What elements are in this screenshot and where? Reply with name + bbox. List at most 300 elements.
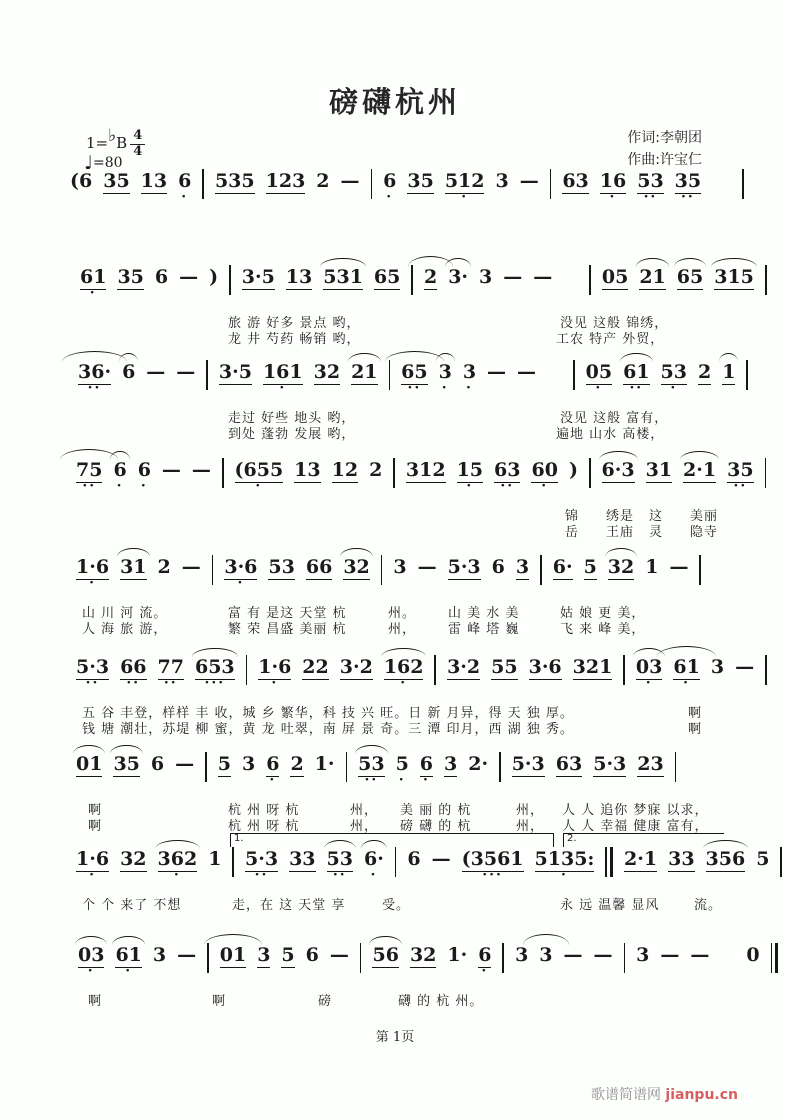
note-token: 65: [373, 266, 401, 288]
music-line: [0, 656, 790, 737]
octave-dot: ·: [595, 380, 603, 396]
lyric-segment: 州，: [350, 803, 379, 818]
lyric-segment: 永 远 温馨 显风: [560, 898, 660, 913]
note-token: 6·: [552, 556, 573, 578]
note-token: 05 ·: [585, 361, 613, 396]
lyric-segment: 雷 峰 塔 巍: [448, 622, 520, 637]
lyric-segment: 啊: [212, 994, 227, 1009]
note-token: 01: [76, 755, 102, 777]
note-token: 3: [495, 170, 509, 192]
octave-dot: ·: [269, 772, 277, 788]
octave-dot: ·: [271, 675, 279, 691]
octave-dot: ·: [386, 189, 394, 205]
note-token: 32: [120, 848, 147, 870]
music-line: [0, 556, 790, 637]
note-token: —: [175, 753, 195, 775]
note-token: 1·6 ·: [258, 656, 292, 691]
octave-dot: ·: [87, 963, 95, 979]
slur-arc: [320, 258, 366, 267]
note-token: 312: [405, 459, 446, 481]
barline: [765, 458, 767, 488]
lyric-segment: 人 人 追你 梦寐 以求，: [562, 803, 709, 818]
lyric-segment: 隐寺: [690, 525, 719, 540]
note-token: 53 ··: [327, 850, 353, 872]
octave-dot: ·: [173, 867, 181, 883]
note-token: 15 ·: [456, 459, 484, 494]
octave-dot: ·: [670, 380, 678, 396]
slur-arc: [110, 745, 142, 754]
octave-dot: ·: [441, 380, 449, 396]
note-token: 362 ·: [158, 850, 198, 872]
note-token: 5·3: [511, 753, 545, 775]
note-token: 6: [305, 944, 319, 966]
note-token: 3·2: [339, 656, 373, 678]
barline: [589, 265, 591, 295]
note-token: —: [735, 656, 755, 678]
note-token: 2: [316, 170, 330, 192]
lyric-segment: 龙 井 芍药 畅销 哟，: [228, 332, 361, 347]
note-token: 77 ··: [157, 656, 184, 691]
note-token: 5: [281, 944, 295, 966]
note-token: 6: [407, 848, 421, 870]
note-token: 12: [331, 459, 359, 481]
note-token: 53: [268, 556, 295, 578]
note-token: 32: [409, 944, 437, 966]
note-token: 2·: [468, 753, 489, 775]
lyric-segment: 州，: [516, 803, 545, 818]
slur-arc: [355, 745, 387, 754]
lyric-segment: 个 个 来了 不想: [82, 898, 182, 913]
lyric-segment: 五 谷 丰登，样样 丰 收，城 乡 繁华，科 技 兴 旺。日 新 月异，得 天 独 厚。: [82, 706, 574, 721]
barline: [202, 169, 204, 199]
octave-dot: ·: [89, 575, 96, 591]
note-token: 2: [698, 361, 712, 383]
barline: [573, 360, 575, 390]
note-token: —: [669, 556, 689, 578]
note-token: 531: [323, 268, 363, 290]
slur-arc: [703, 840, 749, 849]
note-token: —: [177, 944, 197, 966]
note-token: 6 ·: [383, 170, 397, 205]
octave-dot: ··: [82, 478, 97, 494]
note-token: 22: [302, 656, 329, 678]
volta-label: 1.: [234, 833, 244, 844]
lyric-segment: 人 海 旅 游，: [82, 622, 168, 637]
meter-numerator: 4: [130, 129, 145, 145]
volta-label: 2.: [567, 833, 577, 844]
octave-dot: ·: [609, 189, 617, 205]
note-token: 13: [285, 266, 313, 288]
barline: [746, 360, 748, 390]
notation-row: [0, 459, 790, 494]
lyric-segment: 杭 州 呀 杭: [228, 803, 300, 818]
octave-dot: ··: [87, 380, 102, 396]
note-token: 6 ·: [478, 944, 492, 979]
note-token: 1·: [314, 753, 335, 775]
octave-dot: ···: [482, 867, 503, 883]
note-token: —: [517, 361, 537, 383]
note-token: —: [340, 170, 360, 192]
lyric-segment: 灵: [649, 525, 664, 540]
barline: [389, 360, 391, 390]
note-token: 3: [257, 944, 271, 966]
lyric-segment: 飞 来 峰 美，: [560, 622, 646, 637]
lyric-segment: 人 人 幸福 健康 富有，: [562, 819, 709, 834]
lyric-segment: 州，: [516, 819, 545, 834]
octave-dot: ·: [279, 380, 287, 396]
note-token: 3: [515, 944, 529, 966]
slur-arc: [381, 648, 427, 657]
lyric-segment: 山 美 水 美: [448, 606, 520, 621]
slur-arc: [340, 548, 372, 557]
lyric-segment: 没见 这般 锦绣，: [560, 316, 669, 331]
note-token: —: [533, 266, 553, 288]
note-token: —: [161, 459, 181, 481]
note-token: 53 ··: [637, 170, 664, 205]
slur-arc: [680, 451, 719, 460]
notation-row: [0, 361, 790, 396]
slur-arc: [674, 258, 706, 267]
page-title: 磅礴杭州: [328, 85, 461, 119]
note-token: 6 ·: [137, 459, 151, 494]
notation-row: [0, 944, 790, 979]
page-number: 第 1页: [375, 1030, 415, 1045]
barline: [232, 847, 234, 877]
lyric-segment: 繁 荣 昌盛 美丽 杭: [228, 622, 347, 637]
note-token: 33: [289, 848, 316, 870]
note-token: 6 ·: [419, 753, 434, 788]
lyric-segment: 礴 的 杭 州。: [398, 994, 484, 1009]
barline: [765, 265, 767, 295]
note-token: 6 ·: [178, 170, 192, 205]
note-token: 3·5: [241, 266, 275, 288]
volta-bracket-2: [563, 833, 724, 847]
note-token: 61 ··: [623, 363, 649, 385]
note-token: 6: [491, 556, 505, 578]
lyric-segment: 美丽: [690, 509, 719, 524]
note-token: 65 ··: [401, 363, 427, 385]
note-token: 5: [583, 556, 597, 578]
note-token: 356: [706, 850, 746, 872]
slur-arc: [192, 648, 238, 657]
slur-arc: [62, 351, 127, 362]
note-token: —: [503, 266, 523, 288]
barline: [393, 458, 395, 488]
note-token: 35: [103, 170, 130, 192]
barline: [205, 752, 207, 782]
note-token: 61 ·: [673, 658, 699, 680]
note-token: 35: [113, 755, 139, 777]
barline: [499, 752, 501, 782]
barline: [434, 655, 436, 685]
octave-dot: ·: [89, 285, 97, 301]
lyric-segment: 杭 州 呀 杭: [228, 819, 300, 834]
barline: [699, 555, 701, 585]
note-token: 1·: [447, 944, 468, 966]
note-token: 3: [444, 753, 458, 775]
note-token: 1: [722, 363, 735, 385]
note-token: 5: [756, 848, 770, 870]
note-token: 61 ·: [115, 946, 141, 968]
watermark-site-name: 歌谱简谱网: [590, 1087, 666, 1103]
note-token: 1·6 ·: [76, 848, 110, 883]
note-token: 3: [479, 266, 493, 288]
note-token: —: [660, 944, 680, 966]
note-token: 01: [220, 946, 246, 968]
note-token: 3·6: [528, 656, 562, 678]
quarter-note-icon: ♩: [84, 152, 93, 174]
note-token: 5: [217, 753, 231, 775]
note-token: 03 ·: [636, 658, 662, 680]
barline: [780, 847, 782, 877]
note-token: 3·: [448, 268, 468, 289]
note-token: 2: [369, 459, 383, 481]
music-line: [0, 833, 790, 913]
lyric-segment: 锦: [565, 509, 580, 524]
note-token: —: [417, 556, 437, 578]
note-token: 2: [157, 556, 171, 578]
lyric-segment: 州，: [350, 819, 379, 834]
note-token: 53 ··: [358, 755, 384, 777]
slur-arc: [73, 745, 105, 754]
barline: [381, 555, 383, 585]
lyric-segment: 岳: [565, 525, 580, 540]
note-token: 1: [645, 556, 659, 578]
note-token: 05: [601, 266, 629, 288]
note-token: 6 ·: [113, 461, 126, 482]
note-token: —: [181, 556, 201, 578]
octave-dot: ·: [370, 867, 378, 883]
note-token: —: [487, 361, 507, 383]
note-token: 35: [117, 266, 144, 288]
barline: [207, 943, 209, 973]
note-token: 321: [572, 656, 613, 678]
slur-arc: [711, 258, 757, 267]
time-signature: [130, 129, 145, 160]
slur-arc: [204, 934, 262, 945]
note-token: (3561 ···: [461, 848, 524, 883]
octave-dot: ··: [126, 675, 141, 691]
note-token: 32: [608, 558, 634, 580]
note-token: 3: [152, 944, 167, 966]
octave-dot: ·: [125, 963, 133, 979]
note-token: 2: [290, 753, 304, 775]
volta-bracket-1: [230, 833, 554, 847]
note-token: 13: [294, 459, 321, 481]
note-token: 21: [639, 268, 665, 290]
octave-dot: ··: [407, 380, 422, 396]
note-token: —: [519, 170, 539, 192]
octave-dot: ···: [204, 675, 226, 691]
lyric-segment: 富 有 是这 天堂 杭: [228, 606, 347, 621]
note-token: 3 ·: [439, 363, 452, 384]
note-token: 36· ··: [78, 363, 111, 385]
slur-arc: [155, 840, 201, 849]
octave-dot: ·: [116, 478, 124, 494]
music-line: [0, 753, 790, 834]
slur-arc: [445, 258, 471, 267]
note-token: 21: [351, 363, 377, 385]
lyric-segment: 磅 礴 的 杭: [400, 819, 472, 834]
note-token: 5·3: [447, 556, 481, 578]
octave-dot: ··: [364, 772, 379, 788]
lyric-segment: 工农 特产 外贸，: [556, 332, 665, 347]
note-token: 63: [555, 753, 583, 775]
barline: [360, 943, 362, 973]
note-token: 3·6 ·: [224, 556, 258, 591]
meter-denominator: 4: [133, 143, 143, 159]
lyric-segment: 旅 游 好多 景点 哟，: [228, 316, 361, 331]
music-line: [0, 361, 790, 442]
octave-dot: ·: [255, 478, 263, 494]
slur-arc: [599, 451, 638, 460]
note-token: 3 ·: [462, 361, 477, 396]
barline: [502, 943, 504, 973]
barline: [675, 752, 677, 782]
octave-dot: ·: [561, 867, 568, 883]
tonality-letter: B: [116, 134, 128, 152]
slur-arc: [385, 351, 443, 362]
octave-dot: ··: [332, 867, 347, 883]
note-token: (6: [70, 170, 93, 192]
note-token: 61 ·: [80, 266, 107, 301]
note-token: 1: [208, 848, 222, 870]
lyric-segment: 钱 塘 潮壮，苏堤 柳 蜜，黄 龙 吐翠，南 屏 景 奇。三 潭 印月，西 湖 独 秀。: [82, 722, 574, 737]
notation-row: [0, 656, 790, 691]
slur-arc: [348, 353, 380, 362]
notation-row: [0, 170, 790, 205]
note-token: 63: [562, 170, 589, 192]
slur-arc: [523, 934, 568, 945]
music-line: [0, 170, 790, 205]
note-token: 32: [313, 361, 341, 383]
note-token: 315: [714, 268, 754, 290]
lyric-segment: 流。: [694, 898, 723, 913]
octave-dot: ·: [237, 575, 245, 591]
note-token: 6: [154, 266, 169, 288]
lyric-segment: 绣是: [606, 509, 635, 524]
note-token: —: [690, 944, 710, 966]
note-token: 35 ··: [674, 170, 702, 205]
lyric-segment: 走，在 这 天堂 享: [232, 898, 346, 913]
slur-arc: [119, 353, 138, 362]
note-token: 5·3 ··: [76, 656, 110, 691]
octave-dot: ·: [645, 675, 653, 691]
lyric-segment: 王庙: [606, 525, 635, 540]
note-token: —: [431, 848, 451, 870]
note-token: —: [593, 944, 613, 966]
slur-arc: [369, 936, 401, 945]
note-token: —: [329, 944, 349, 966]
note-token: 123: [265, 170, 306, 192]
lyric-segment: 啊: [88, 803, 103, 818]
octave-dot: ··: [254, 867, 269, 883]
lyric-segment: 这: [649, 509, 664, 524]
notation-row: [0, 848, 790, 883]
tonality-prefix: 1=: [86, 134, 109, 152]
note-token: 162 ·: [384, 658, 424, 680]
lyric-segment: 州。: [388, 606, 417, 621]
note-token: 535: [214, 170, 255, 192]
note-token: —: [191, 459, 211, 481]
note-token: 3: [241, 753, 256, 775]
slur-arc: [75, 936, 107, 945]
barline: [206, 360, 208, 390]
octave-dot: ··: [681, 189, 695, 205]
lyric-segment: 美 丽 的 杭: [400, 803, 472, 818]
barline: [742, 169, 744, 199]
note-token: 5·3 ··: [245, 848, 279, 883]
slur-arc: [636, 258, 668, 267]
slur-arc: [620, 353, 652, 362]
note-token: 31: [120, 558, 146, 580]
octave-dot: ·: [400, 675, 408, 691]
slur-arc: [110, 451, 129, 460]
note-token: 3: [539, 946, 552, 967]
octave-dot: ·: [398, 772, 406, 788]
composer-credit: 作曲:许宝仁: [627, 151, 702, 168]
tempo-value: =80: [92, 155, 123, 171]
octave-dot: ·: [541, 478, 549, 494]
note-token: 60 ·: [531, 459, 558, 494]
octave-dot: ·: [481, 963, 489, 979]
lyric-segment: 没见 这般 富有，: [560, 411, 669, 426]
notation-row: [0, 266, 790, 301]
note-token: 2·1: [624, 848, 658, 870]
note-token: 6: [122, 363, 135, 384]
note-token: 56: [372, 946, 398, 968]
note-token: 3: [710, 656, 725, 678]
note-token: —: [146, 361, 166, 383]
note-token: 653 ···: [195, 658, 235, 680]
slur-arc: [117, 548, 149, 557]
note-token: 66 ··: [120, 656, 147, 691]
lyric-segment: 遍地 山水 高楼，: [556, 427, 665, 442]
note-token: 03 ·: [78, 946, 104, 968]
barline: [540, 555, 542, 585]
music-line: [0, 944, 790, 1009]
note-token: 512 ·: [444, 170, 485, 205]
slur-arc: [112, 936, 144, 945]
barline: [395, 847, 397, 877]
note-token: 66: [305, 556, 333, 578]
octave-dot: ·: [465, 380, 473, 396]
note-token: 2·1: [683, 461, 716, 483]
note-token: 161 ·: [262, 361, 303, 396]
barline: [246, 655, 248, 685]
repeat-barline: [605, 847, 613, 877]
watermark: [591, 1084, 738, 1104]
note-token: 0: [746, 944, 760, 966]
note-token: 31: [645, 459, 673, 481]
octave-dot: ·: [89, 867, 96, 883]
lyric-segment: 磅: [318, 994, 333, 1009]
barline: [411, 265, 413, 295]
lyric-segment: 受。: [382, 898, 411, 913]
final-barline: [771, 943, 779, 973]
lyric-segment: 到处 蓬勃 发展 哟，: [228, 427, 356, 442]
barline: [346, 752, 348, 782]
note-token: (655 ·: [234, 459, 284, 494]
note-token: 6 ·: [266, 753, 280, 788]
note-token: 2: [424, 268, 437, 290]
octave-dot: ·: [422, 772, 430, 788]
note-token: 23: [637, 753, 664, 775]
note-token: 55: [491, 656, 518, 678]
barline: [550, 169, 552, 199]
note-token: 3: [636, 944, 650, 966]
barline: [222, 458, 224, 488]
